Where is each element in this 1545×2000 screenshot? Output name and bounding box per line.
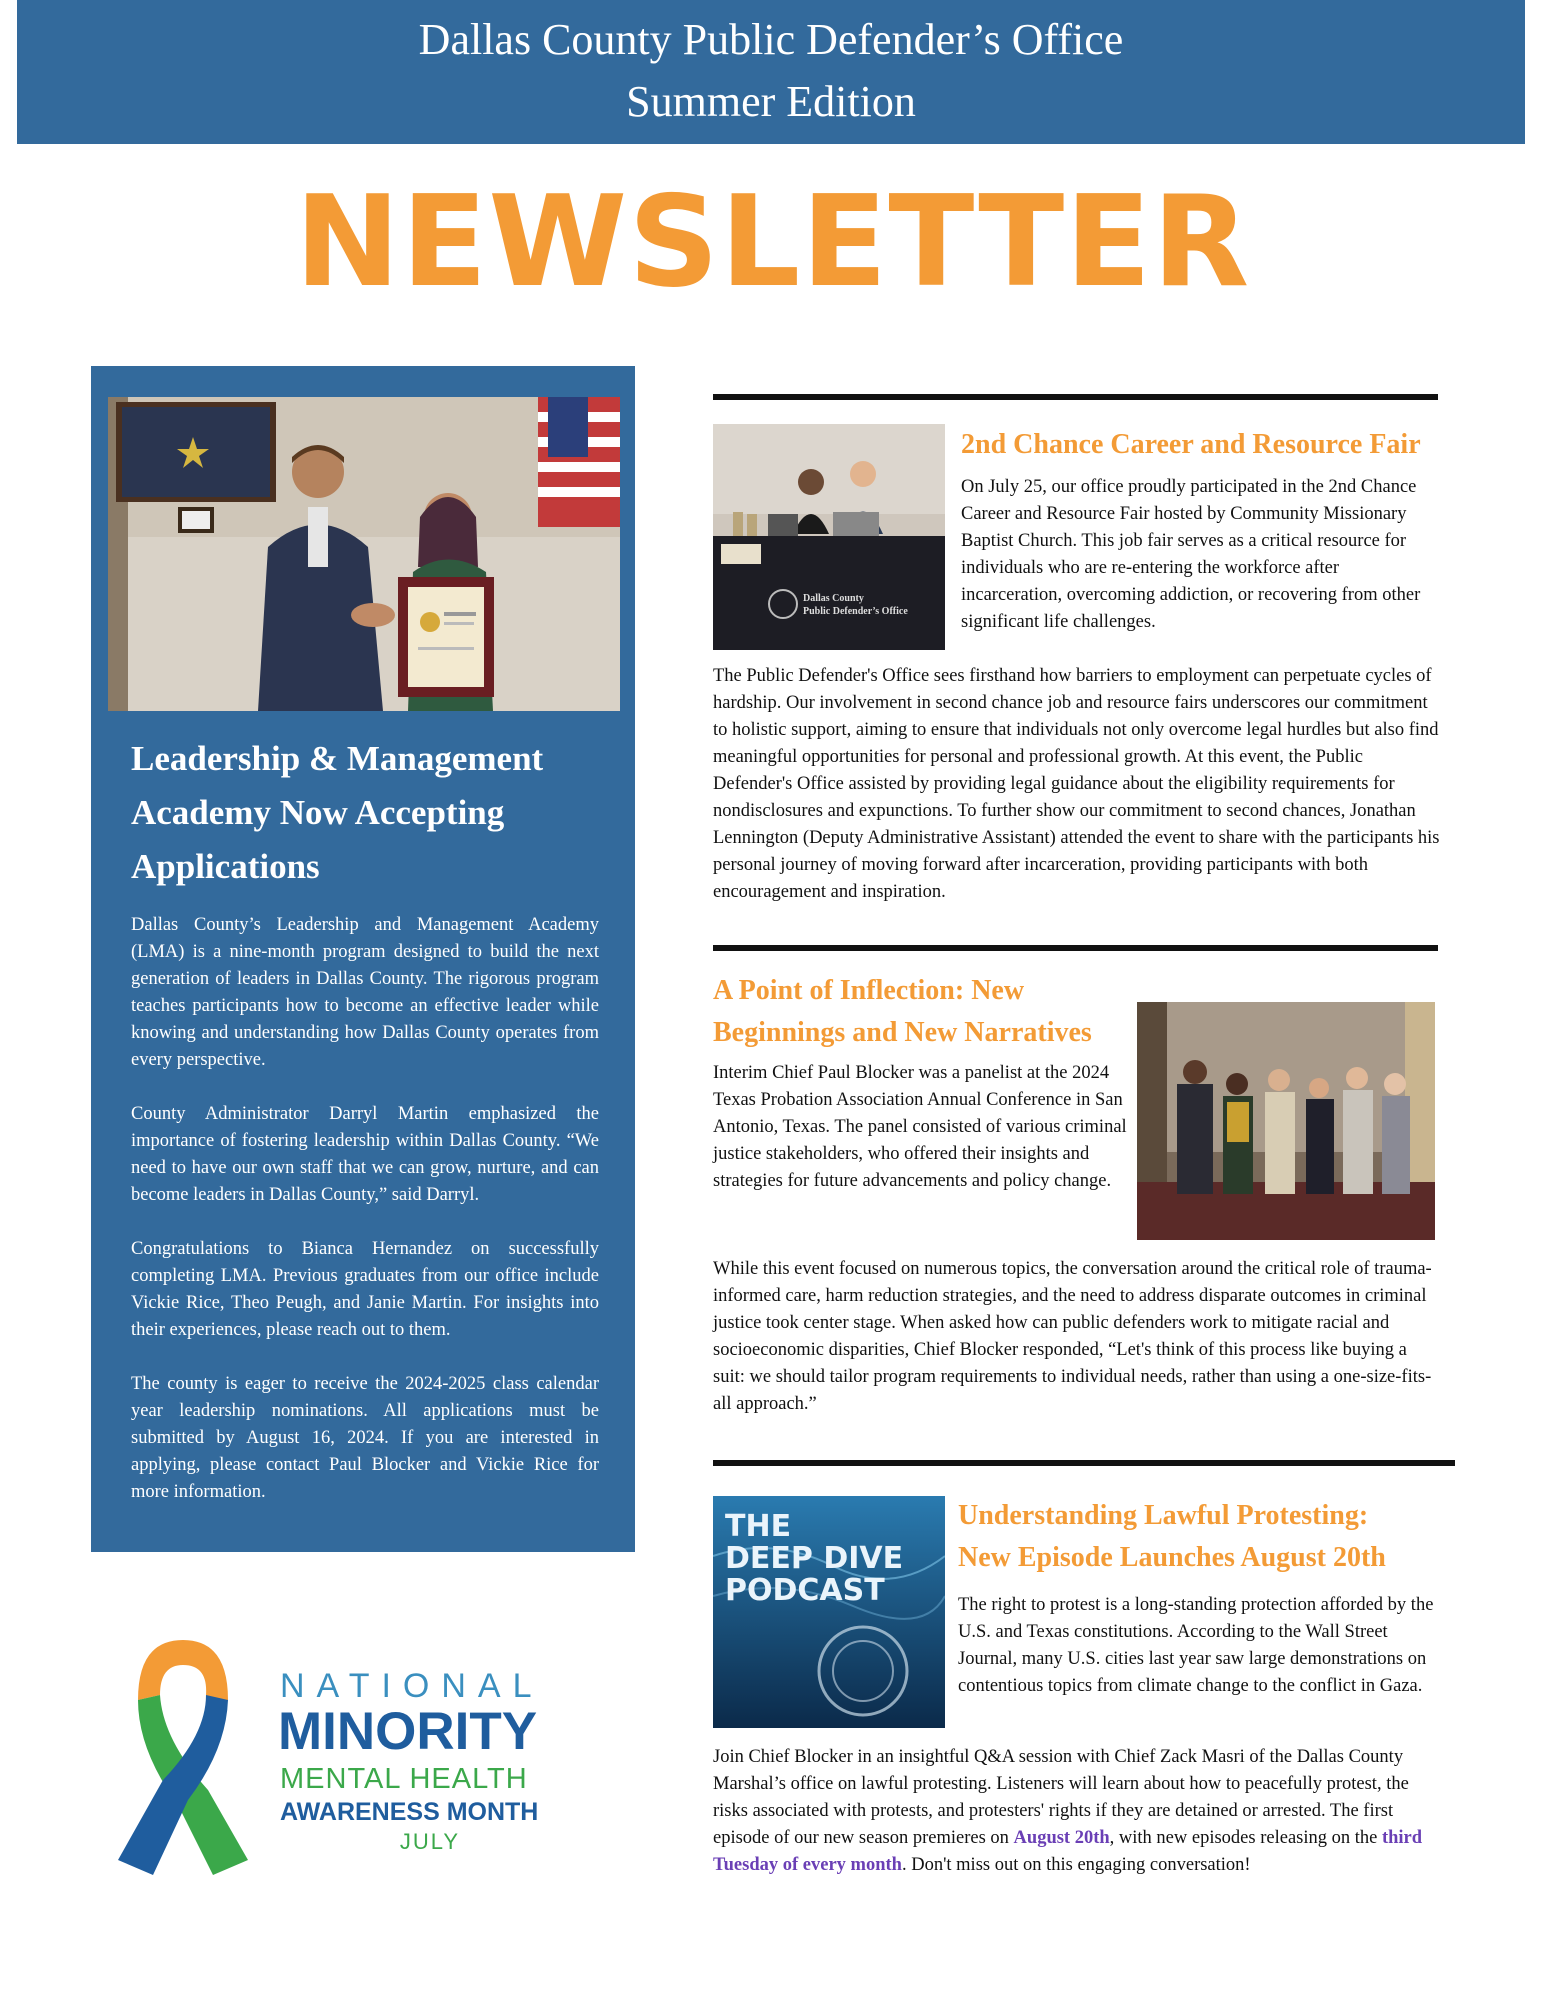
- podcast-body-end: . Don't miss out on this engaging conversation!: [901, 1855, 1251, 1875]
- fair-sign-line2: Public Defender’s Office: [803, 606, 908, 617]
- lma-paragraph-3: Congratulations to Bianca Hernandez on successfully completing LMA. Previous graduates from our office include Vickie Rice, Theo Peugh, and Janie Martin. For insights into their experiences, please reach out to them.: [131, 1239, 599, 1340]
- awareness-july: JULY: [399, 1829, 461, 1854]
- awareness-minority: MINORITY: [278, 1702, 538, 1761]
- lma-paragraph-2: County Administrator Darryl Martin emphasized the importance of fostering leadership within Dallas County. “We need to have our own staff that we can grow, nurture, and can become leaders in Dallas County,” said Darryl.: [131, 1104, 599, 1205]
- fair-intro: On July 25, our office proudly participated in the 2nd Chance Career and Resource Fair hosted by Community Missionary Baptist Church. This job fair serves as a critical resource for individuals who are re-entering the workforce after incarceration, overcoming addiction, or recovering from other significant life challenges.: [961, 477, 1421, 632]
- podcast-heading-line1: Understanding Lawful Protesting:: [958, 1500, 1369, 1531]
- award-photo: [108, 397, 620, 711]
- fair-body: The Public Defender's Office sees firsthand how barriers to employment can perpetuate cycles of hardship. Our involvement in second chance job and resource fairs underscores our commitment to holistic support, aiming to ensure that individuals not only overcome legal hurdles but also find meaningful opportunities for personal and professional growth. At this event, the Public Defender's Office assisted by providing legal guidance about the eligibility requirements for nondisclosures and expunctions. To further show our commitment to second chances, Jonathan Lennington (Deputy Administrative Assistant) attended the event to share with the participants his personal journey of moving forward after incarceration, providing participants with both encouragement and inspiration.: [713, 666, 1440, 902]
- edition-label: Summer Edition: [626, 77, 916, 126]
- inflection-heading-line1: A Point of Inflection: New: [713, 975, 1025, 1006]
- newsletter-title: NEWSLETTER: [294, 168, 1251, 315]
- awareness-national: NATIONAL: [280, 1667, 544, 1705]
- section-divider-1: [713, 394, 1438, 400]
- awareness-ribbon-icon: [108, 1630, 258, 1882]
- lma-heading: Leadership & Management Academy Now Accepting Applications: [131, 739, 544, 886]
- inflection-body: While this event focused on numerous topics, the conversation around the critical role of trauma-informed care, harm reduction strategies, and the need to address disparate outcomes in criminal justice took center stage. When asked how can public defenders work to mitigate racial and socioeconomic disparities, Chief Blocker responded, “Let's think of this process like buying a suit: we should tailor program requirements to individual needs, rather than using a one-size-fits-all approach.”: [713, 1259, 1432, 1414]
- podcast-cover: [713, 1496, 945, 1728]
- inflection-heading-line2: Beginnings and New Narratives: [713, 1017, 1092, 1048]
- podcast-body-start: Join Chief Blocker in an insightful Q&A session with Chief Zack Masri of the Dallas County Marshal’s office on lawful protesting. Listeners will learn about how to peacefully protest, the risks associated with protests, and protesters' rights if they are detained or arrested. The first episode of our new season premieres on: [713, 1747, 1409, 1848]
- header-banner: [17, 0, 1525, 144]
- section-divider-2: [713, 945, 1438, 951]
- panel-photo: [1137, 1002, 1435, 1240]
- awareness-month: AWARENESS MONTH: [280, 1798, 539, 1826]
- inflection-intro: Interim Chief Paul Blocker was a panelist at the 2024 Texas Probation Association Annual Conference in San Antonio, Texas. The panel consisted of various criminal justice stakeholders, who offered their insights and strategies for future advancements and policy change.: [713, 1063, 1127, 1191]
- office-name: Dallas County Public Defender’s Office: [418, 15, 1124, 64]
- podcast-body: [713, 1744, 1448, 1879]
- podcast-body-mid: , with new episodes releasing on the: [1109, 1828, 1382, 1848]
- fair-sign-line1: Dallas County: [803, 593, 864, 604]
- lma-paragraph-4: The county is eager to receive the 2024-2025 class calendar year leadership nominations. All applications must be submitted by August 16, 2024. If you are interested in applying, please contact Paul Blocker and Vickie Rice for more information.: [131, 1374, 599, 1502]
- podcast-cover-line3: PODCAST: [725, 1573, 885, 1608]
- podcast-heading-line2: New Episode Launches August 20th: [958, 1542, 1386, 1573]
- podcast-intro: The right to protest is a long-standing protection afforded by the U.S. and Texas constitutions. According to the Wall Street Journal, many U.S. cities last year saw large demonstrations on contentious topics from climate change to the conflict in Gaza.: [958, 1595, 1434, 1696]
- premiere-date: August 20th: [1013, 1828, 1110, 1848]
- podcast-cover-line1: THE: [725, 1509, 792, 1544]
- fair-photo: [713, 424, 945, 650]
- release-schedule: third Tuesday of every month: [713, 1828, 1423, 1875]
- fair-heading: 2nd Chance Career and Resource Fair: [961, 429, 1421, 460]
- podcast-cover-line2: DEEP DIVE: [725, 1541, 904, 1576]
- section-divider-3: [713, 1460, 1455, 1466]
- lma-paragraph-1: Dallas County’s Leadership and Management Academy (LMA) is a nine-month program designed to build the next generation of leaders in Dallas County. The rigorous program teaches participants how to become an effective leader while knowing and understanding how Dallas County operates from every perspective.: [131, 915, 599, 1070]
- awareness-mental-health: MENTAL HEALTH: [280, 1763, 528, 1795]
